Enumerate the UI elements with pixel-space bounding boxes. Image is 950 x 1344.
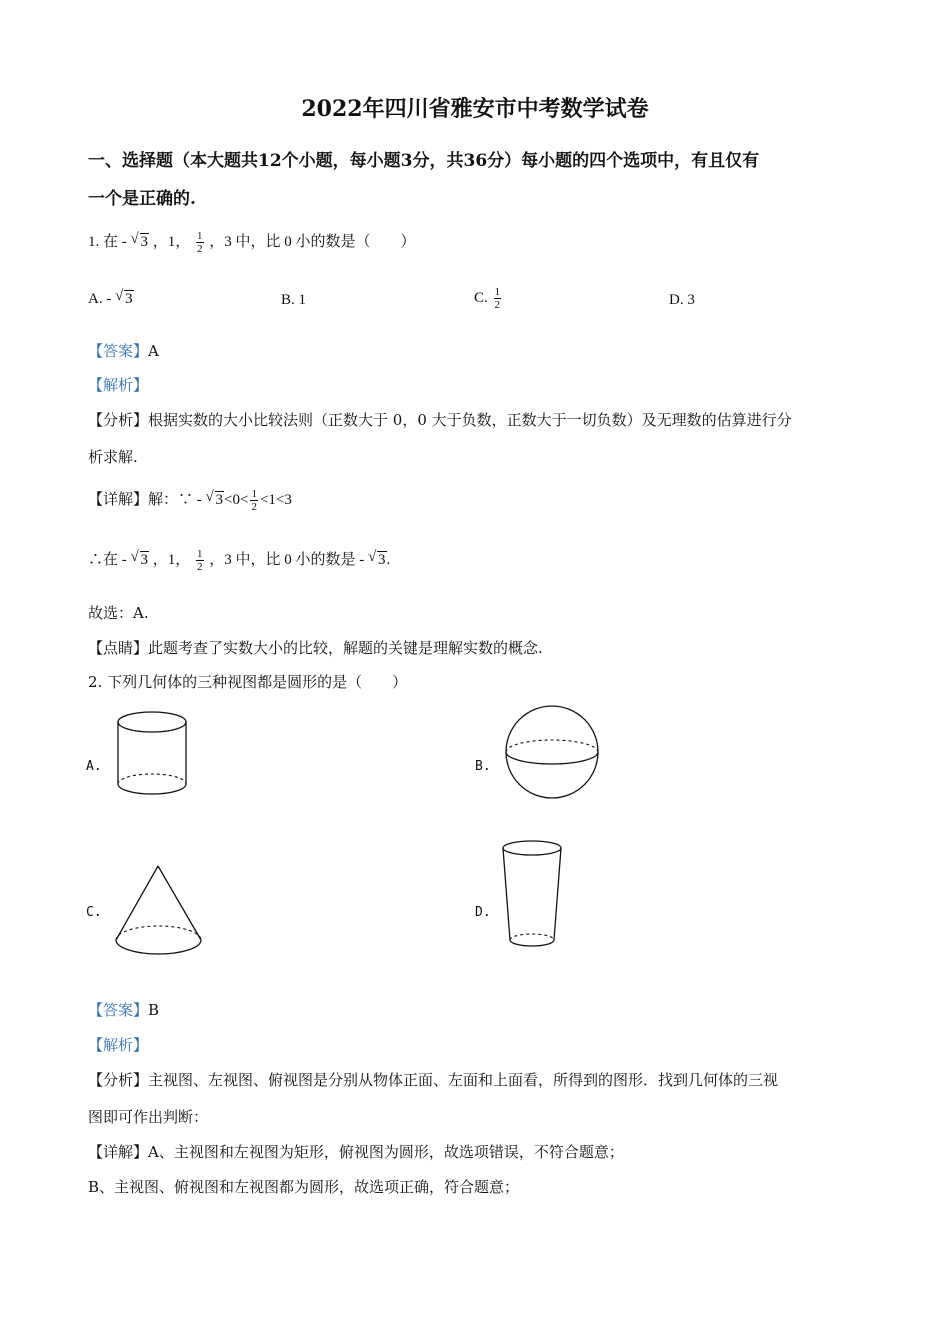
section-heading-line1: 一、选择题（本大题共12个小题，每小题3分，共36分）每小题的四个选项中，有且仅有	[88, 151, 760, 171]
question-1-stem	[88, 230, 416, 255]
fraction: $\frac{1}{2}$	[494, 286, 501, 311]
q2-fenxi-line2: 图即可作出判断：	[88, 1108, 209, 1126]
q2-fenxi-line1: 【分析】主视图、左视图、俯视图是分别从物体正面、左面和上面看，所得到的图形．找到几何体的三视	[88, 1071, 779, 1089]
answer-tag: 【答案】	[88, 342, 149, 360]
q1-therefore: ∴在 - √ 3 ，1， $\frac{1}{2}$ ，3 中，比 0 小的数是 - √ 3.	[88, 548, 391, 574]
q1-fenxi-line1: 【分析】根据实数的大小比较法则（正数大于 0，0 大于负数，正数大于一切负数）及无理数的估算进行分	[88, 411, 792, 429]
sqrt-expression: √ 3	[130, 231, 148, 250]
q1-guxuan: 故选：A.	[88, 604, 149, 622]
q2-analysis-tag: 【解析】	[88, 1036, 149, 1054]
cup-figure	[498, 836, 566, 956]
q1-dianjing: 【点睛】此题考查了实数大小的比较，解题的关键是理解实数的概念.	[88, 639, 543, 657]
sphere-figure	[500, 704, 604, 802]
cone-figure	[110, 862, 208, 958]
q1-mid1: ，1，	[152, 234, 191, 250]
page-title: 2022年四川省雅安市中考数学试卷	[301, 96, 649, 122]
answer-tag: 【答案】	[88, 1001, 149, 1019]
figure-label-d: D.	[475, 905, 491, 920]
option-d: D. 3	[669, 292, 695, 308]
q1-xiangjie: 【详解】解：∵ - √ 3<0< $\frac{1}{2}$ <1<3	[88, 488, 292, 514]
q2-answer	[88, 999, 159, 1020]
option-a: A. - √ 3	[88, 288, 133, 307]
figure-label-a: A.	[86, 759, 102, 774]
option-c: C. $\frac{1}{2}$	[474, 286, 501, 311]
q2-xiangjie-line1: 【详解】A、主视图和左视图为矩形，俯视图为圆形，故选项错误，不符合题意；	[88, 1143, 624, 1161]
q2-xiangjie-line2: B、主视图、俯视图和左视图都为圆形，故选项正确，符合题意；	[88, 1178, 520, 1196]
fraction: $\frac{1}{2}$	[251, 488, 257, 514]
option-b: B. 1	[281, 292, 307, 308]
question-2-stem: 2. 下列几何体的三种视图都是圆形的是（ ）	[88, 673, 408, 691]
figure-label-b: B.	[475, 759, 491, 774]
section-heading-line2: 一个是正确的.	[88, 189, 196, 209]
q1-analysis-tag: 【解析】	[88, 376, 149, 394]
sqrt-expression: √ 3	[205, 489, 224, 508]
figure-label-c: C.	[86, 905, 102, 920]
answer-value: B	[148, 1001, 160, 1019]
sqrt-expression: √ 3	[368, 549, 386, 568]
fraction: $\frac{1}{2}$	[197, 230, 203, 256]
sqrt-expression: √ 3	[115, 288, 133, 307]
answer-value: A	[148, 342, 159, 360]
q1-answer	[88, 340, 159, 361]
q1-prefix: 1. 在 -	[88, 234, 127, 250]
q1-mid2: ，3 中，比 0 小的数是（ ）	[209, 234, 416, 250]
cylinder-figure	[110, 706, 195, 802]
fraction: $\frac{1}{2}$	[197, 548, 203, 574]
sqrt-expression: √ 3	[130, 549, 148, 568]
q1-fenxi-line2: 析求解.	[88, 448, 138, 466]
